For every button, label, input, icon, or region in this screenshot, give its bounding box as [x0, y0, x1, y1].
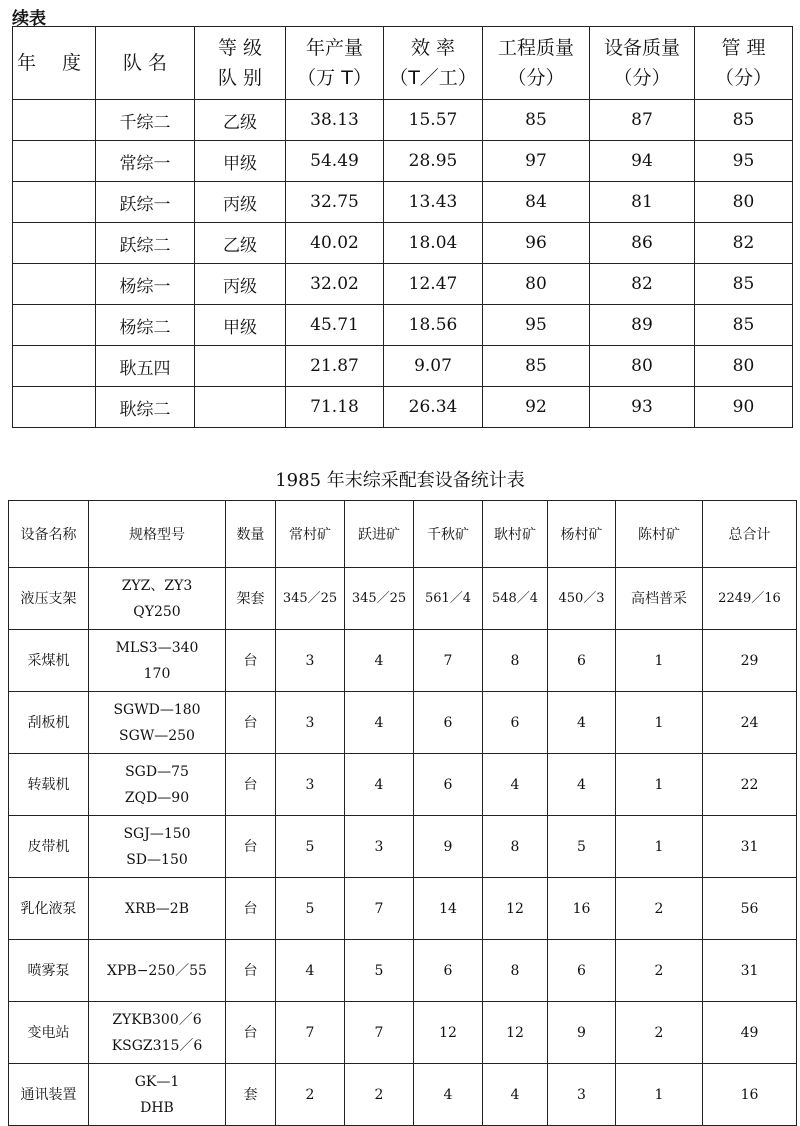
cell-qianqiu: 14 — [414, 878, 483, 940]
cell-yangcun: 9 — [548, 1002, 616, 1064]
cell-engineering-quality: 95 — [483, 305, 590, 346]
header-yuejin-mine: 跃进矿 — [345, 501, 414, 568]
cell-equipment-name: 通讯装置 — [9, 1064, 89, 1126]
header-engineering-quality: 工程质量 （分） — [483, 27, 590, 100]
cell-efficiency: 12.47 — [384, 264, 483, 305]
cell-team: 杨综二 — [96, 305, 195, 346]
header-chencun-mine: 陈村矿 — [616, 501, 703, 568]
spec-line-1: XPB−250／55 — [107, 962, 207, 979]
cell-output: 40.02 — [286, 223, 384, 264]
header-management: 管 理 （分） — [695, 27, 793, 100]
cell-unit: 台 — [226, 816, 276, 878]
table-row — [13, 100, 793, 141]
cell-unit: 台 — [226, 940, 276, 1002]
spec-line-1: GK—1 — [134, 1073, 180, 1090]
cell-grade: 甲级 — [195, 305, 286, 346]
cell-total: 16 — [703, 1064, 797, 1126]
cell-equipment-name: 皮带机 — [9, 816, 89, 878]
table-row — [9, 568, 797, 630]
table-row — [9, 940, 797, 1002]
cell-equipment-quality: 81 — [590, 182, 695, 223]
cell-changcun: 7 — [276, 1002, 345, 1064]
cell-spec-model — [89, 1002, 226, 1064]
cell-gengcun: 6 — [483, 692, 548, 754]
spec-line-2: ZQD—90 — [124, 789, 190, 806]
header-yangcun-mine: 杨村矿 — [548, 501, 616, 568]
cell-changcun: 5 — [276, 878, 345, 940]
cell-management: 95 — [695, 141, 793, 182]
cell-qianqiu: 561／4 — [414, 568, 483, 630]
spec-line-2: SGW—250 — [119, 727, 195, 744]
cell-qianqiu: 7 — [414, 630, 483, 692]
table-row — [13, 223, 793, 264]
header-year: 年 度 — [13, 27, 96, 100]
cell-gengcun: 8 — [483, 630, 548, 692]
header-gengcun-mine: 耿村矿 — [483, 501, 548, 568]
cell-team: 耿五四 — [96, 346, 195, 387]
cell-yuejin: 4 — [345, 692, 414, 754]
cell-year — [13, 305, 96, 346]
cell-management: 80 — [695, 182, 793, 223]
cell-equipment-quality: 86 — [590, 223, 695, 264]
cell-unit: 台 — [226, 1002, 276, 1064]
cell-team: 跃综一 — [96, 182, 195, 223]
cell-management: 85 — [695, 264, 793, 305]
cell-spec-model — [89, 568, 226, 630]
cell-equipment-quality: 93 — [590, 387, 695, 428]
cell-gengcun: 12 — [483, 1002, 548, 1064]
header-spec-model: 规格型号 — [89, 501, 226, 568]
spec-line-1: XRB—2B — [125, 900, 189, 917]
cell-changcun: 3 — [276, 692, 345, 754]
cell-grade: 丙级 — [195, 264, 286, 305]
spec-line-1: SGJ—150 — [123, 825, 191, 842]
cell-qianqiu: 6 — [414, 940, 483, 1002]
cell-engineering-quality: 80 — [483, 264, 590, 305]
cell-yuejin: 4 — [345, 630, 414, 692]
table-row — [13, 305, 793, 346]
equipment-statistics-table — [8, 500, 797, 1126]
table-row — [13, 182, 793, 223]
cell-year — [13, 141, 96, 182]
cell-team: 跃综二 — [96, 223, 195, 264]
cell-engineering-quality: 85 — [483, 346, 590, 387]
cell-unit: 台 — [226, 878, 276, 940]
cell-yuejin: 2 — [345, 1064, 414, 1126]
spec-line-2: KSGZ315／6 — [111, 1037, 203, 1054]
cell-unit: 台 — [226, 630, 276, 692]
cell-unit: 架套 — [226, 568, 276, 630]
cell-efficiency: 9.07 — [384, 346, 483, 387]
cell-gengcun: 4 — [483, 754, 548, 816]
cell-equipment-name: 喷雾泵 — [9, 940, 89, 1002]
cell-unit: 台 — [226, 754, 276, 816]
cell-output: 71.18 — [286, 387, 384, 428]
cell-grade: 乙级 — [195, 100, 286, 141]
cell-grade: 甲级 — [195, 141, 286, 182]
cell-chencun: 1 — [616, 692, 703, 754]
cell-changcun: 345／25 — [276, 568, 345, 630]
cell-efficiency: 26.34 — [384, 387, 483, 428]
cell-qianqiu: 4 — [414, 1064, 483, 1126]
cell-spec-model — [89, 630, 226, 692]
cell-efficiency: 18.04 — [384, 223, 483, 264]
table-row — [9, 630, 797, 692]
header-output: 年产量 （万 T） — [286, 27, 384, 100]
cell-equipment-quality: 82 — [590, 264, 695, 305]
cell-total: 22 — [703, 754, 797, 816]
cell-gengcun: 4 — [483, 1064, 548, 1126]
spec-line-2: QY250 — [133, 603, 181, 620]
cell-efficiency: 15.57 — [384, 100, 483, 141]
cell-gengcun: 12 — [483, 878, 548, 940]
cell-equipment-name: 转载机 — [9, 754, 89, 816]
cell-gengcun: 8 — [483, 940, 548, 1002]
cell-efficiency: 28.95 — [384, 141, 483, 182]
cell-total: 29 — [703, 630, 797, 692]
table-row — [9, 1002, 797, 1064]
cell-chencun: 1 — [616, 754, 703, 816]
continued-label: 续表 — [12, 9, 46, 29]
cell-equipment-name: 液压支架 — [9, 568, 89, 630]
cell-engineering-quality: 84 — [483, 182, 590, 223]
header-grade: 等 级 队 别 — [195, 27, 286, 100]
cell-team: 杨综一 — [96, 264, 195, 305]
cell-total: 31 — [703, 816, 797, 878]
cell-efficiency: 18.56 — [384, 305, 483, 346]
spec-line-1: ZYKB300／6 — [112, 1011, 202, 1028]
cell-year — [13, 223, 96, 264]
cell-total: 56 — [703, 878, 797, 940]
cell-changcun: 2 — [276, 1064, 345, 1126]
header-team: 队 名 — [96, 27, 195, 100]
spec-line-1: ZYZ、ZY3 — [121, 577, 193, 594]
cell-qianqiu: 6 — [414, 754, 483, 816]
cell-engineering-quality: 85 — [483, 100, 590, 141]
cell-grade — [195, 346, 286, 387]
cell-qianqiu: 12 — [414, 1002, 483, 1064]
cell-equipment-quality: 94 — [590, 141, 695, 182]
cell-yangcun: 16 — [548, 878, 616, 940]
cell-yangcun: 4 — [548, 692, 616, 754]
cell-yuejin: 5 — [345, 940, 414, 1002]
cell-team: 常综一 — [96, 141, 195, 182]
cell-management: 85 — [695, 100, 793, 141]
cell-qianqiu: 6 — [414, 692, 483, 754]
table-row — [13, 346, 793, 387]
cell-management: 90 — [695, 387, 793, 428]
cell-equipment-name: 刮板机 — [9, 692, 89, 754]
team-performance-table — [12, 26, 793, 428]
cell-output: 38.13 — [286, 100, 384, 141]
cell-equipment-name: 乳化液泵 — [9, 878, 89, 940]
header-efficiency: 效 率 （T／工） — [384, 27, 483, 100]
header-changcun-mine: 常村矿 — [276, 501, 345, 568]
cell-chencun: 1 — [616, 816, 703, 878]
cell-yangcun: 3 — [548, 1064, 616, 1126]
table-row — [9, 1064, 797, 1126]
table2-header-row — [9, 501, 797, 568]
cell-total: 24 — [703, 692, 797, 754]
cell-spec-model — [89, 692, 226, 754]
cell-changcun: 4 — [276, 940, 345, 1002]
cell-equipment-quality: 87 — [590, 100, 695, 141]
table-row — [9, 878, 797, 940]
cell-year — [13, 346, 96, 387]
spec-line-2: DHB — [140, 1099, 174, 1116]
cell-output: 45.71 — [286, 305, 384, 346]
cell-chencun: 高档普采 — [616, 568, 703, 630]
cell-equipment-name: 变电站 — [9, 1002, 89, 1064]
cell-year — [13, 100, 96, 141]
cell-chencun: 2 — [616, 1002, 703, 1064]
cell-spec-model — [89, 816, 226, 878]
cell-chencun: 1 — [616, 1064, 703, 1126]
cell-chencun: 2 — [616, 878, 703, 940]
cell-spec-model — [89, 1064, 226, 1126]
cell-changcun: 3 — [276, 754, 345, 816]
cell-changcun: 3 — [276, 630, 345, 692]
cell-equipment-quality: 80 — [590, 346, 695, 387]
cell-gengcun: 548／4 — [483, 568, 548, 630]
table-row — [9, 816, 797, 878]
cell-yangcun: 4 — [548, 754, 616, 816]
table-row — [9, 692, 797, 754]
cell-management: 85 — [695, 305, 793, 346]
cell-output: 32.75 — [286, 182, 384, 223]
cell-grade: 乙级 — [195, 223, 286, 264]
cell-yuejin: 4 — [345, 754, 414, 816]
cell-qianqiu: 9 — [414, 816, 483, 878]
cell-grade — [195, 387, 286, 428]
cell-engineering-quality: 97 — [483, 141, 590, 182]
spec-line-1: SGD—75 — [125, 763, 189, 780]
cell-changcun: 5 — [276, 816, 345, 878]
spec-line-2: SD—150 — [126, 851, 188, 868]
cell-yangcun: 450／3 — [548, 568, 616, 630]
header-equipment-name: 设备名称 — [9, 501, 89, 568]
cell-team: 耿综二 — [96, 387, 195, 428]
cell-engineering-quality: 92 — [483, 387, 590, 428]
header-grand-total: 总合计 — [703, 501, 797, 568]
cell-efficiency: 13.43 — [384, 182, 483, 223]
cell-output: 21.87 — [286, 346, 384, 387]
cell-unit: 台 — [226, 692, 276, 754]
spec-line-1: MLS3—340 — [115, 639, 199, 656]
cell-equipment-quality: 89 — [590, 305, 695, 346]
table-row — [13, 387, 793, 428]
cell-team: 千综二 — [96, 100, 195, 141]
cell-output: 32.02 — [286, 264, 384, 305]
table-row — [13, 264, 793, 305]
cell-yuejin: 7 — [345, 878, 414, 940]
cell-spec-model — [89, 940, 226, 1002]
cell-spec-model — [89, 878, 226, 940]
cell-total: 2249／16 — [703, 568, 797, 630]
header-equipment-quality: 设备质量 （分） — [590, 27, 695, 100]
cell-total: 31 — [703, 940, 797, 1002]
cell-total: 49 — [703, 1002, 797, 1064]
spec-line-1: SGWD—180 — [113, 701, 201, 718]
cell-output: 54.49 — [286, 141, 384, 182]
cell-yuejin: 7 — [345, 1002, 414, 1064]
cell-yangcun: 5 — [548, 816, 616, 878]
cell-unit: 套 — [226, 1064, 276, 1126]
cell-year — [13, 182, 96, 223]
table1-header-row — [13, 27, 793, 100]
cell-engineering-quality: 96 — [483, 223, 590, 264]
cell-chencun: 1 — [616, 630, 703, 692]
cell-grade: 丙级 — [195, 182, 286, 223]
cell-equipment-name: 采煤机 — [9, 630, 89, 692]
cell-year — [13, 264, 96, 305]
cell-management: 80 — [695, 346, 793, 387]
table-row — [13, 141, 793, 182]
spec-line-2: 170 — [143, 665, 171, 682]
cell-yangcun: 6 — [548, 940, 616, 1002]
cell-year — [13, 387, 96, 428]
equipment-table-title: 1985 年末综采配套设备统计表 — [275, 470, 525, 491]
cell-yuejin: 3 — [345, 816, 414, 878]
cell-management: 82 — [695, 223, 793, 264]
table-row — [9, 754, 797, 816]
cell-spec-model — [89, 754, 226, 816]
header-quantity-unit: 数量 — [226, 501, 276, 568]
cell-yangcun: 6 — [548, 630, 616, 692]
cell-yuejin: 345／25 — [345, 568, 414, 630]
cell-gengcun: 8 — [483, 816, 548, 878]
header-qianqiu-mine: 千秋矿 — [414, 501, 483, 568]
cell-chencun: 2 — [616, 940, 703, 1002]
